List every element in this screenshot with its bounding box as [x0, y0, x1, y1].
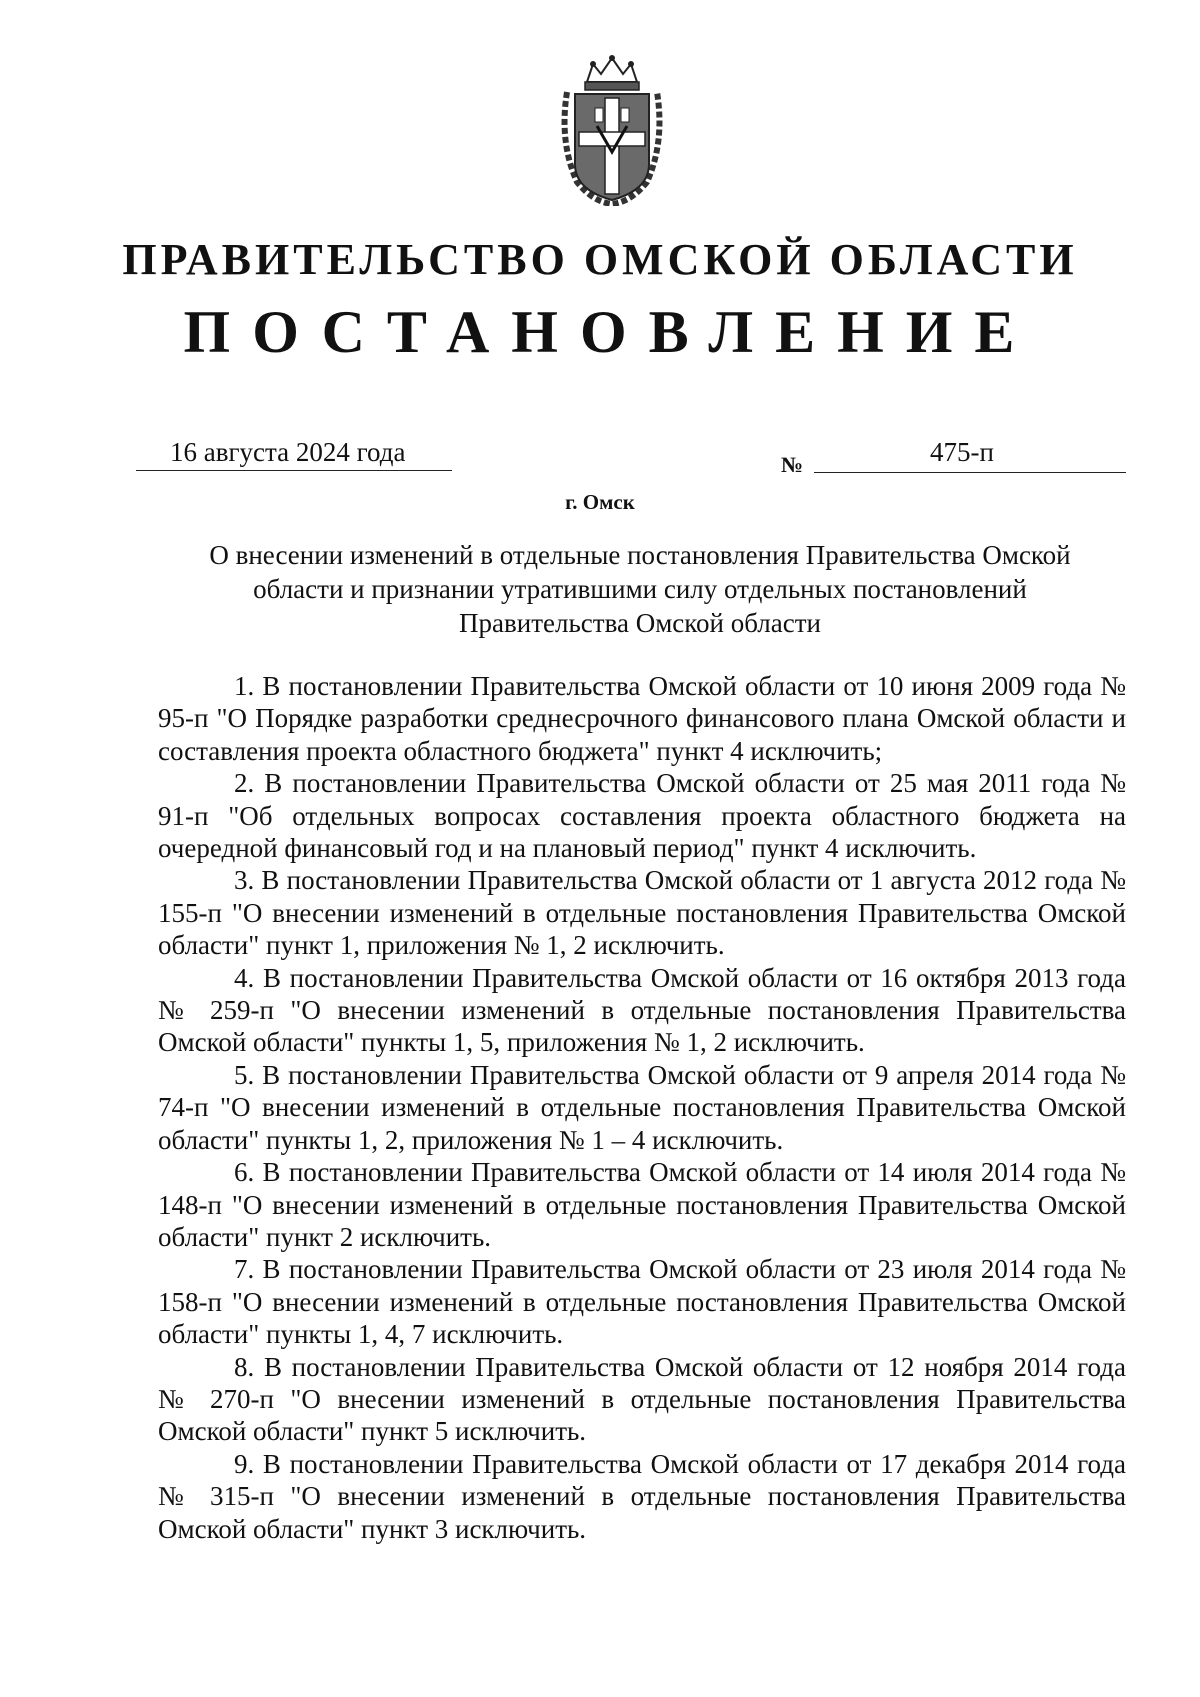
date-underline [136, 470, 452, 471]
document-subject: О внесении изменений в отдельные постановления Правительства Омской области и признании утратившими силу отдельных постановлений Правительства Омской области [209, 540, 1071, 638]
paragraph: 3. В постановлении Правительства Омской области от 1 августа 2012 года № 155-п "О внесении изменений в отдельные постановления Правительства Омской области" пункт 1, приложения № 1, 2 исключить. [158, 865, 1126, 961]
government-title: ПРАВИТЕЛЬСТВО ОМСКОЙ ОБЛАСТИ [122, 235, 1078, 284]
paragraph: 2. В постановлении Правительства Омской области от 25 мая 2011 года № 91-п "Об отдельных вопросах составления проекта областного бюджета на очередной финансовый год и на плановый период" пункт 4 исключить. [158, 768, 1126, 864]
paragraph: 5. В постановлении Правительства Омской области от 9 апреля 2014 года № 74-п "О внесении изменений в отдельные постановления Правительства Омской области" пункты 1, 2, приложения № 1 – 4 исключить. [158, 1059, 1126, 1155]
paragraph: 7. В постановлении Правительства Омской области от 23 июля 2014 года № 158-п "О внесении изменений в отдельные постановления Правительства Омской области" пункты 1, 4, 7 исключить. [158, 1254, 1126, 1350]
paragraph: 8. В постановлении Правительства Омской области от 12 ноября 2014 года № 270-п "О внесении изменений в отдельные постановления Правительства Омской области" пункт 5 исключить. [158, 1351, 1126, 1447]
number-underline [814, 472, 1126, 473]
document-kind-title: ПОСТАНОВЛЕНИЕ [183, 299, 1037, 365]
document-date: 16 августа 2024 года [170, 437, 406, 467]
city-line: г. Омск [565, 490, 635, 514]
number-label: № [781, 452, 804, 477]
document-number: 475-п [930, 437, 994, 467]
coat-of-arms-icon [557, 52, 667, 206]
paragraph: 9. В постановлении Правительства Омской области от 17 декабря 2014 года № 315-п "О внесении изменений в отдельные постановления Правительства Омской области" пункт 3 исключить. [158, 1448, 1126, 1544]
paragraph: 6. В постановлении Правительства Омской области от 14 июля 2014 года № 148-п "О внесении изменений в отдельные постановления Правительства Омской области" пункт 2 исключить. [158, 1157, 1126, 1252]
document-body [158, 670, 1126, 1545]
paragraph: 4. В постановлении Правительства Омской области от 16 октября 2013 года № 259-п "О внесении изменений в отдельные постановления Правительства Омской области" пункты 1, 5, приложения № 1, 2 исключить. [158, 962, 1126, 1058]
paragraph: 1. В постановлении Правительства Омской области от 10 июня 2009 года № 95-п "О Порядке разработки среднесрочного финансового плана Омской области и составления проекта областного бюджета" пункт 4 исключить; [158, 671, 1126, 766]
